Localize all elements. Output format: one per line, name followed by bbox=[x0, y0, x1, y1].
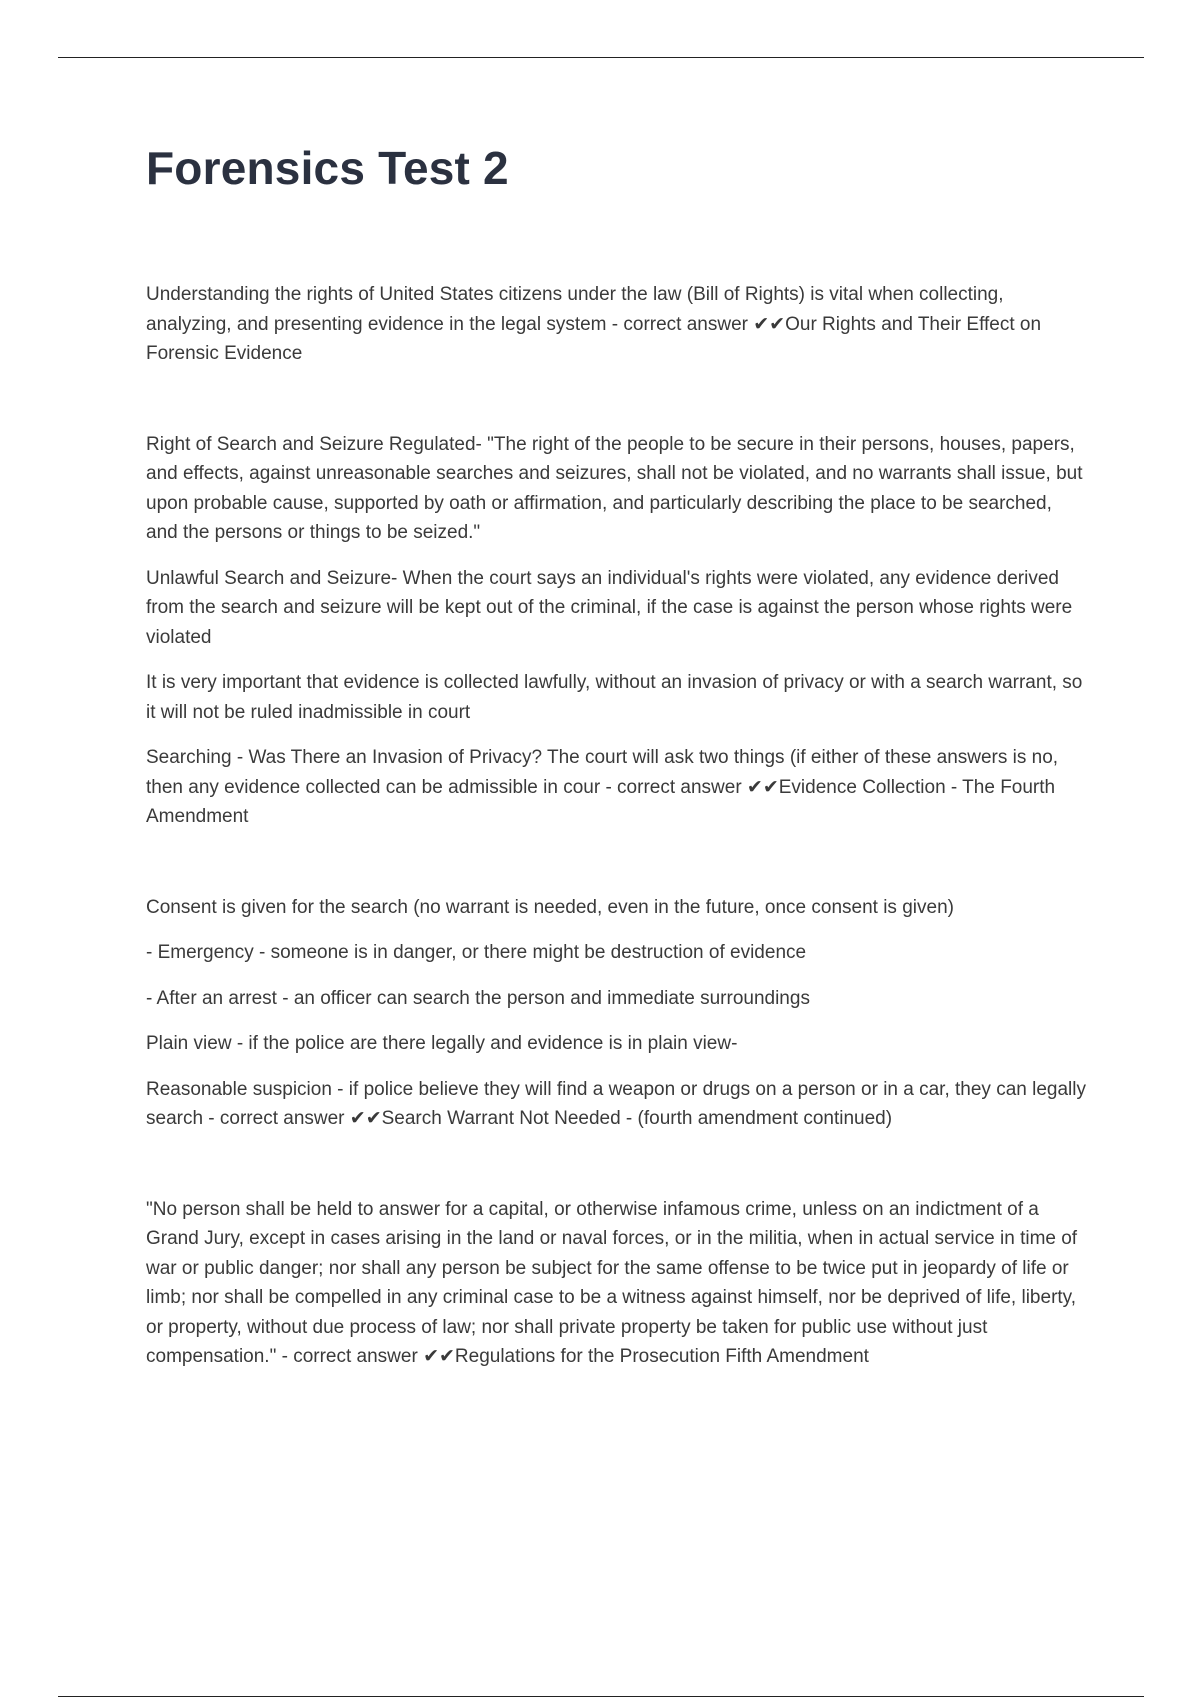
document-title: Forensics Test 2 bbox=[146, 142, 509, 194]
flashcard-paragraph-7: - Emergency - someone is in danger, or there might be destruction of evidence bbox=[146, 942, 807, 963]
flashcard-paragraph-8: - After an arrest - an officer can search the person and immediate surroundings bbox=[146, 987, 810, 1009]
flashcard-paragraph-10: Reasonable suspicion - if police believe they will find a weapon or drugs on a person or in a car, they can legally search - correct answer ✔✔Search Warrant Not Needed - (fourth amendment continued) bbox=[146, 1078, 1086, 1129]
flashcard-paragraph-1: Understanding the rights of United States citizens under the law (Bill of Rights) is vital when collecting, analyzing, and presenting evidence in the legal system - correct answer ✔✔Our Rights and Their Effect on Forensic Evidence bbox=[146, 284, 1042, 364]
flashcard-paragraph-3: Unlawful Search and Seizure- When the court says an individual's rights were violated, any evidence derived from the search and seizure will be kept out of the criminal, if the case is against the person whose rights were violated bbox=[146, 567, 1073, 648]
flashcard-paragraph-6: Consent is given for the search (no warrant is needed, even in the future, once consent is given) bbox=[146, 896, 954, 918]
top-page-rule bbox=[58, 57, 1144, 58]
flashcard-paragraph-11: "No person shall be held to answer for a capital, or otherwise infamous crime, unless on an indictment of a Grand Jury, except in cases arising in the land or naval forces, or in the militia, when in actual service in time of war or public danger; nor shall any person be subject for the same offense to be twice put in jeopardy of life or limb; nor shall be compelled in any criminal case to be a witness against himself, nor be deprived of life, liberty, or property, without due process of law; nor shall private property be taken for public use without just compensation." - correct answer ✔✔Regulations for the Prosecution Fifth Amendment bbox=[146, 1198, 1078, 1367]
flashcard-list bbox=[146, 280, 1086, 1372]
flashcard-paragraph-9: Plain view - if the police are there legally and evidence is in plain view- bbox=[146, 1033, 738, 1054]
flashcard-paragraph-2: Right of Search and Seizure Regulated- "The right of the people to be secure in their persons, houses, papers, and effects, against unreasonable searches and seizures, shall not be violated, and no warrants shall issue, but upon probable cause, supported by oath or affirmation, and particularly describing the place to be searched, and the persons or things to be seized." bbox=[146, 433, 1083, 543]
bottom-page-rule bbox=[58, 1696, 1144, 1697]
document-body bbox=[146, 140, 1086, 1388]
flashcard-paragraph-4: It is very important that evidence is collected lawfully, without an invasion of privacy or with a search warrant, so it will not be ruled inadmissible in court bbox=[146, 672, 1083, 723]
flashcard-paragraph-5: Searching - Was There an Invasion of Privacy? The court will ask two things (if either of these answers is no, then any evidence collected can be admissible in cour - correct answer ✔✔Evidence Collection - The Fourth Amendment bbox=[146, 747, 1059, 827]
